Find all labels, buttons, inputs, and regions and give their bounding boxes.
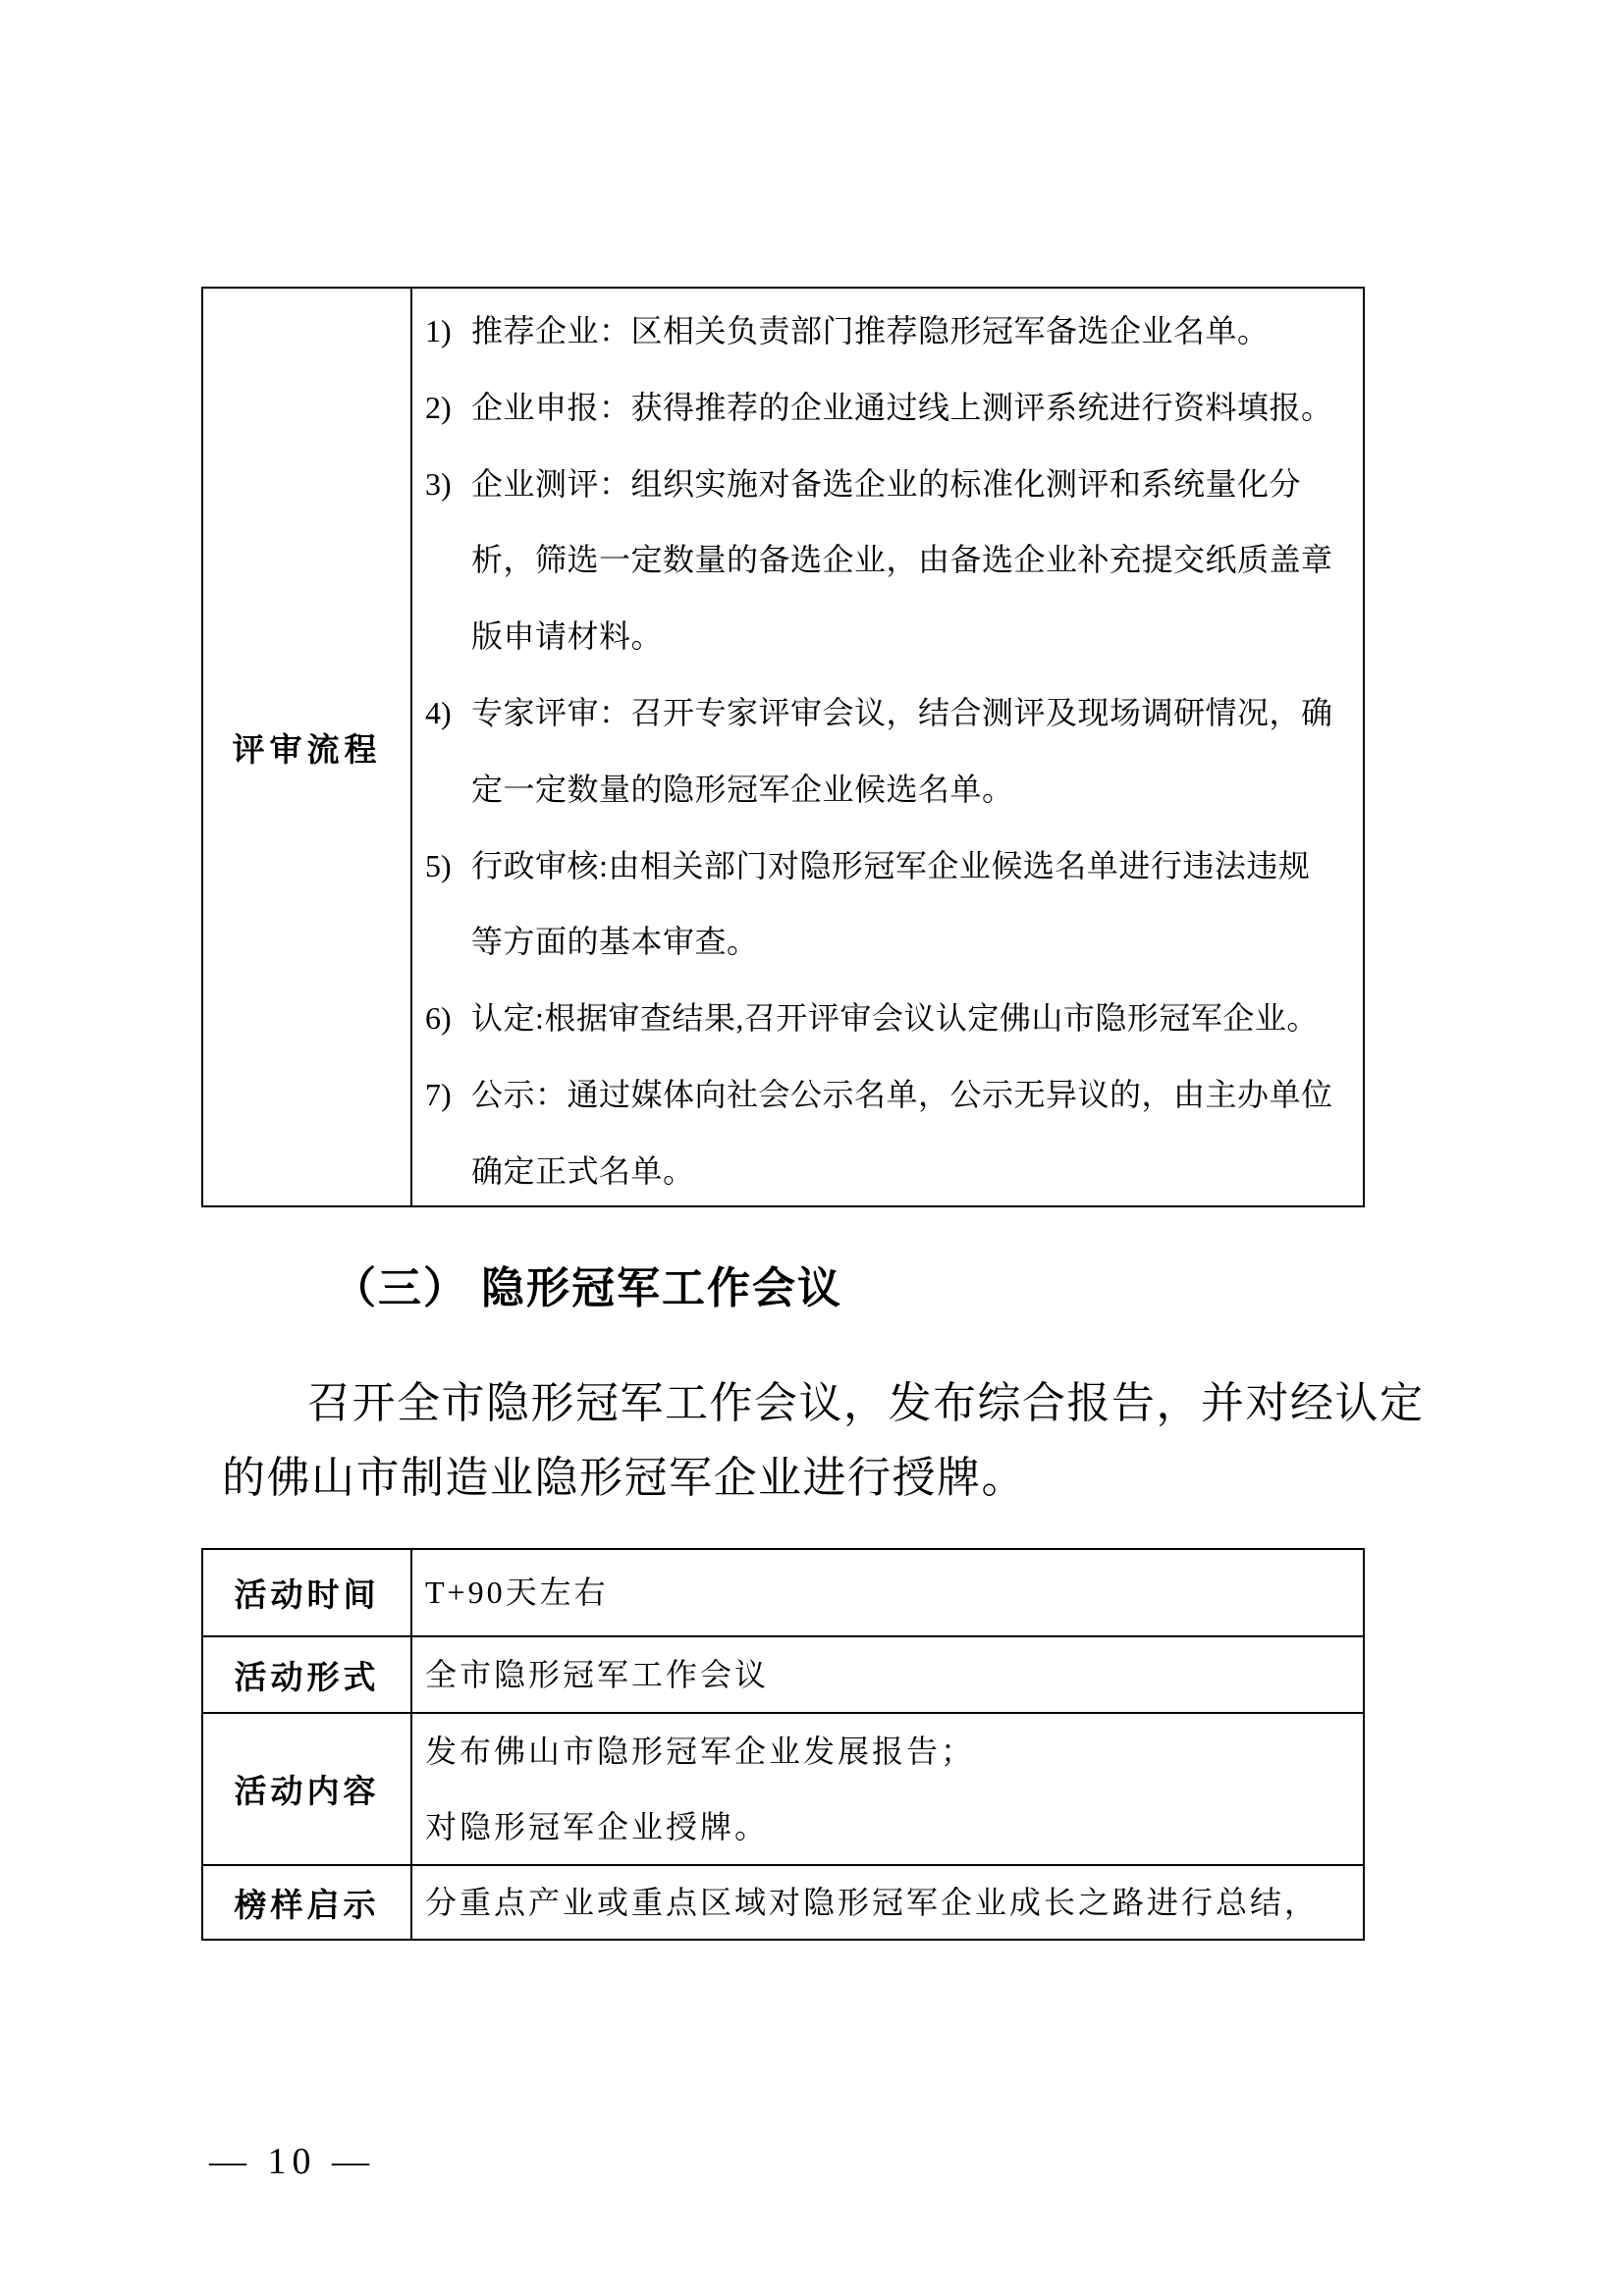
paragraph-line: 的佛山市制造业隐形冠军企业进行授牌。 [222, 1454, 1026, 1502]
review-step-line [412, 828, 1363, 905]
review-step-line [412, 294, 1363, 370]
page-number: — 10 — [209, 2141, 375, 2182]
row-label: 活动时间 [234, 1578, 380, 1614]
row-value: 分重点产业或重点区域对隐形冠军企业成长之路进行总结， [425, 1884, 1320, 1920]
row-label-cell [203, 1714, 412, 1864]
table-row-activity-form [203, 1637, 1363, 1714]
review-step-line [412, 1057, 1363, 1134]
row-label-cell [203, 1550, 412, 1635]
list-number: 7) [425, 1076, 452, 1112]
row-label: 活动内容 [234, 1775, 380, 1810]
meeting-table [201, 1548, 1365, 1941]
review-step-line [412, 752, 1363, 828]
table-row-role-model [203, 1866, 1363, 1939]
row-value-cell [412, 1714, 1363, 1864]
list-text: 企业申报：获得推荐的企业通过线上测评系统进行资料填报。 [471, 389, 1333, 425]
row-label-cell [203, 1637, 412, 1712]
row-value-cell [412, 1866, 1363, 1939]
list-text: 定一定数量的隐形冠军企业候选名单。 [471, 771, 1014, 807]
review-step-line [412, 370, 1363, 447]
list-text: 确定正式名单。 [471, 1152, 695, 1189]
list-text: 版申请材料。 [471, 618, 664, 655]
review-step-line [412, 1134, 1363, 1205]
body-paragraph [222, 1366, 1469, 1516]
paragraph-line: 召开全市隐形冠军工作会议，发布综合报告，并对经认定 [307, 1379, 1425, 1427]
review-step-line [412, 447, 1363, 523]
list-text: 等方面的基本审查。 [471, 924, 759, 960]
list-number: 2) [425, 389, 452, 425]
list-number: 3) [425, 465, 452, 502]
review-row-header: 评审流程 [232, 732, 382, 769]
row-label: 榜样启示 [234, 1888, 380, 1924]
row-value-cell [412, 1637, 1363, 1712]
review-steps-list [412, 289, 1363, 1205]
review-step-line [412, 904, 1363, 981]
list-text: 企业测评：组织实施对备选企业的标准化测评和系统量化分 [471, 465, 1302, 502]
table-row-activity-content [203, 1714, 1363, 1866]
review-step-line [412, 599, 1363, 675]
list-number: 6) [425, 1000, 452, 1037]
list-number: 4) [425, 694, 452, 730]
review-step-line [412, 522, 1363, 599]
list-number: 5) [425, 847, 452, 883]
row-value-cell [412, 1550, 1363, 1635]
row-value: T+90天左右 [425, 1575, 609, 1610]
list-number: 1) [425, 313, 452, 348]
row-label-cell [203, 1866, 412, 1939]
list-text: 推荐企业：区相关负责部门推荐隐形冠军备选企业名单。 [471, 313, 1270, 348]
review-step-line [412, 981, 1363, 1057]
list-text: 专家评审：召开专家评审会议，结合测评及现场调研情况，确 [471, 694, 1333, 730]
row-value: 全市隐形冠军工作会议 [425, 1656, 770, 1692]
list-text: 公示：通过媒体向社会公示名单，公示无异议的，由主办单位 [471, 1076, 1333, 1112]
section-heading: （三） 隐形冠军工作会议 [333, 1264, 842, 1312]
row-label: 活动形式 [234, 1660, 380, 1696]
list-text: 认定:根据审查结果,召开评审会议认定佛山市隐形冠军企业。 [471, 1000, 1319, 1037]
review-process-table [201, 287, 1365, 1207]
list-text: 行政审核:由相关部门对隐形冠军企业候选名单进行违法违规 [471, 847, 1311, 883]
review-table-row-header-cell [203, 289, 412, 1205]
row-value: 发布佛山市隐形冠军企业发展报告； [425, 1733, 976, 1769]
table-row-activity-time [203, 1550, 1363, 1637]
row-value: 对隐形冠军企业授牌。 [425, 1808, 770, 1844]
list-text: 析，筛选一定数量的备选企业，由备选企业补充提交纸质盖章 [471, 542, 1333, 578]
review-step-line [412, 675, 1363, 752]
